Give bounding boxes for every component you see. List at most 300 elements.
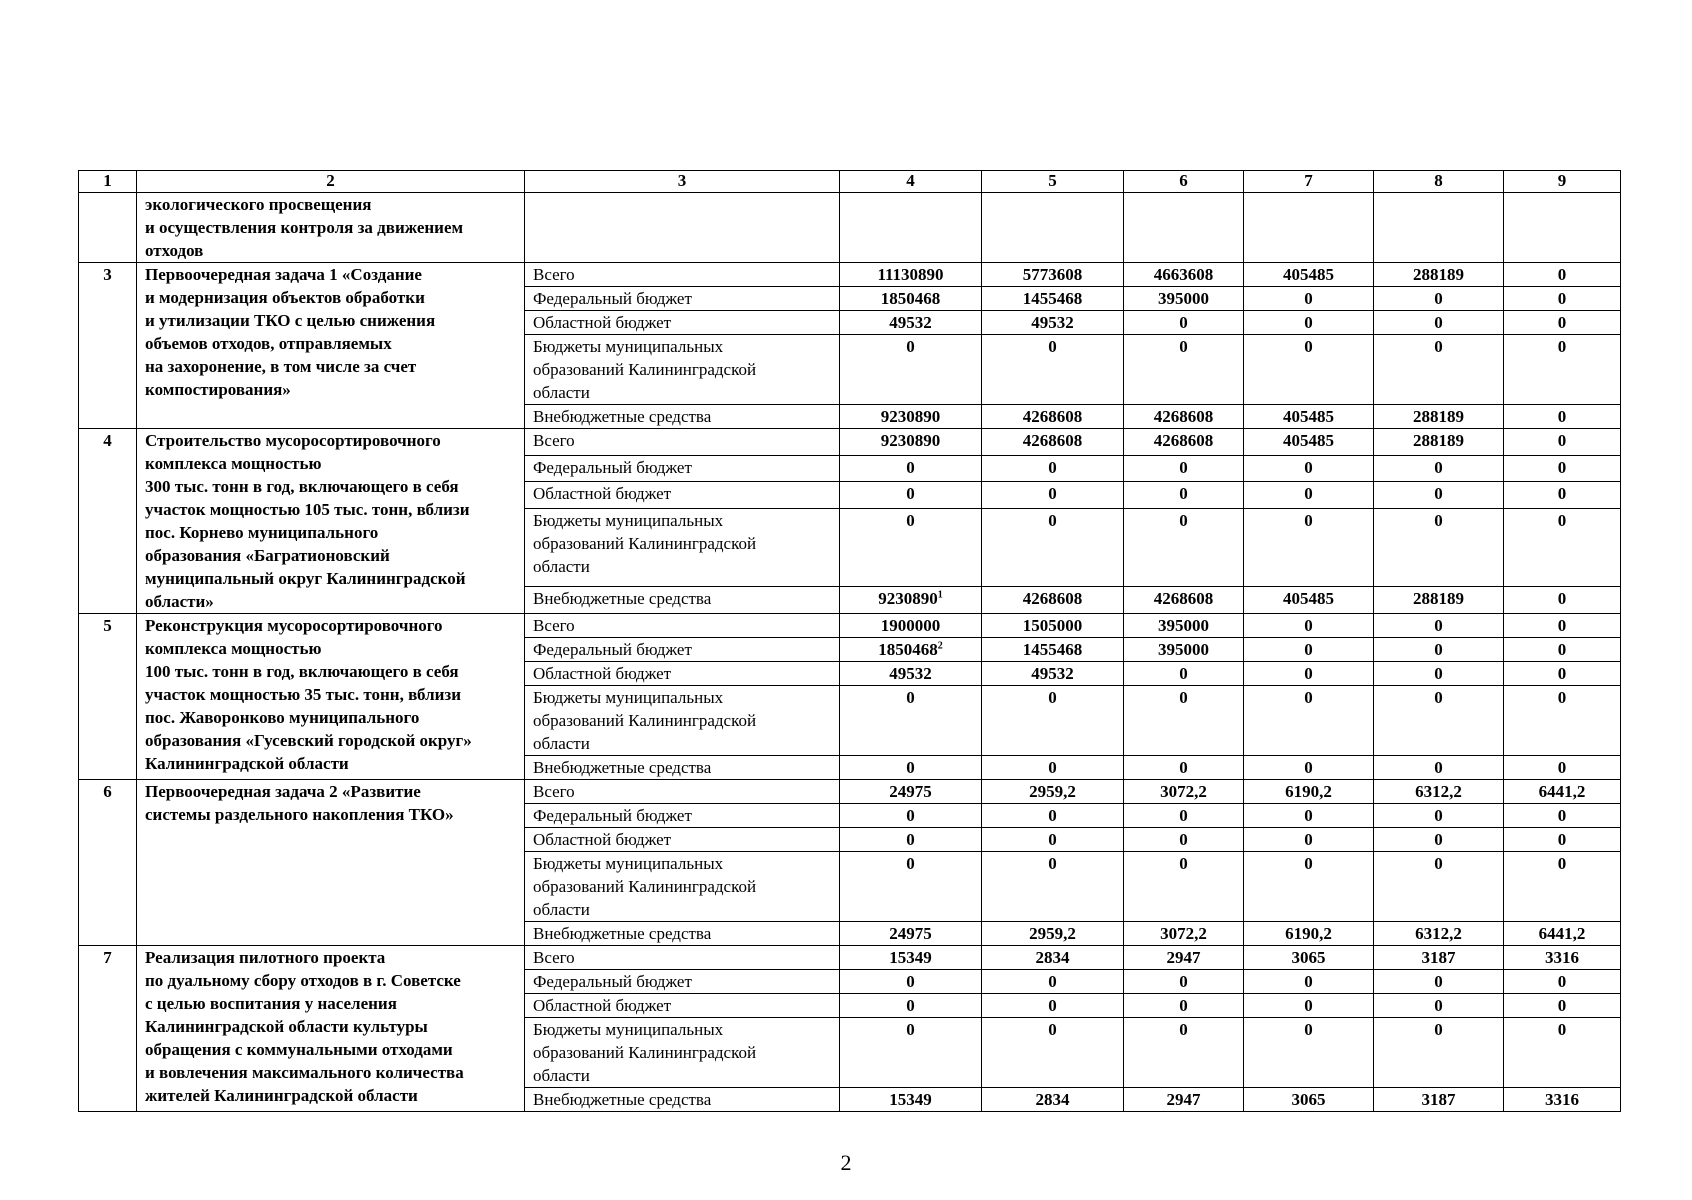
- header-row: [79, 171, 1621, 193]
- funding-source: [525, 756, 840, 780]
- amount-cell: [1124, 994, 1244, 1018]
- funding-source: [525, 509, 840, 587]
- funding-source-text: Федеральный бюджет: [533, 972, 692, 991]
- amount-value: 2947: [1166, 948, 1201, 967]
- row-number: 6: [79, 780, 137, 946]
- amount-cell: [982, 287, 1124, 311]
- amount-value: 395000: [1158, 616, 1209, 635]
- amount-value: 0: [1304, 830, 1313, 849]
- amount-value: 0: [1434, 972, 1443, 991]
- funding-source: [525, 994, 840, 1018]
- amount-value: 0: [1434, 640, 1443, 659]
- amount-cell: [840, 614, 982, 638]
- funding-source: [525, 455, 840, 482]
- amount-cell: [1244, 1018, 1374, 1088]
- funding-source: [525, 852, 840, 922]
- amount-value: 0: [1557, 484, 1567, 504]
- amount-cell: [1504, 587, 1621, 614]
- amount-value: 0: [906, 337, 915, 356]
- amount-cell: [982, 614, 1124, 638]
- amount-cell: [840, 1088, 982, 1112]
- amount-cell: [982, 804, 1124, 828]
- amount-value: 288189: [1413, 265, 1464, 284]
- funding-row: [79, 946, 1621, 970]
- amount-value: 0: [1304, 664, 1313, 683]
- row-number: 5: [79, 614, 137, 780]
- amount-cell: [1124, 1088, 1244, 1112]
- amount-cell: [1374, 587, 1504, 614]
- amount-value: 395000: [1158, 289, 1209, 308]
- amount-value: 49532: [889, 313, 932, 332]
- funding-source-text: Федеральный бюджет: [533, 806, 692, 825]
- amount-cell: [840, 638, 982, 662]
- amount-cell: [1504, 455, 1621, 482]
- amount-cell: [982, 482, 1124, 509]
- row-number: 4: [79, 429, 137, 614]
- amount-value: 0: [1179, 758, 1188, 777]
- amount-value: 0: [1557, 337, 1567, 356]
- amount-value: 3072,2: [1160, 782, 1207, 801]
- amount-value: 9230890: [880, 407, 941, 426]
- amount-cell: [840, 311, 982, 335]
- description-text: Реализация пилотного проекта по дуальному сбору отходов в г. Советске с целью воспитания у населения Калининградской области культуры обращения с коммунальными отходами и вовлечения максимального количества жителей Калининградской области: [145, 948, 464, 1105]
- funding-source-text: Бюджеты муниципальных образований Калининградской области: [533, 337, 757, 402]
- amount-value: 0: [1179, 806, 1188, 825]
- funding-source: [525, 970, 840, 994]
- funding-source-text: Внебюджетные средства: [533, 1090, 712, 1109]
- amount-value: 0: [1557, 640, 1567, 659]
- amount-cell: [1244, 922, 1374, 946]
- funding-source: [525, 804, 840, 828]
- funding-source: [525, 263, 840, 287]
- amount-value: 4268608: [1022, 407, 1083, 426]
- amount-value: 0: [1304, 640, 1313, 659]
- amount-value: 11130890: [877, 265, 944, 284]
- funding-source: [525, 482, 840, 509]
- amount-value: 0: [1179, 511, 1188, 531]
- amount-cell: [1504, 946, 1621, 970]
- amount-cell: [1504, 780, 1621, 804]
- amount-value: 2959,2: [1029, 924, 1076, 943]
- amount-value: 0: [1179, 664, 1188, 683]
- funding-source-text: Бюджеты муниципальных образований Калининградской области: [533, 1020, 757, 1085]
- amount-value: 0: [1304, 313, 1313, 332]
- amount-cell: [840, 946, 982, 970]
- amount-cell: [840, 405, 982, 429]
- description-text: Реконструкция мусоросортировочного комплекса мощностью 100 тыс. тонн в год, включающего в себя участок мощностью 35 тыс. тонн, вблизи пос. Жаворонково муниципального образования «Гусевский городской округ» Калининградской области: [145, 616, 472, 773]
- amount-cell: [1374, 662, 1504, 686]
- amount-value: 0: [1048, 830, 1057, 849]
- amount-cell: [1244, 263, 1374, 287]
- amount-value: 1505000: [1022, 616, 1083, 635]
- amount-cell: [1374, 804, 1504, 828]
- amount-cell: [1244, 311, 1374, 335]
- amount-value: 0: [1434, 854, 1443, 873]
- amount-cell: [1124, 482, 1244, 509]
- funding-source-text: Федеральный бюджет: [533, 457, 692, 477]
- amount-value: 15349: [889, 1090, 932, 1109]
- amount-cell: [1504, 482, 1621, 509]
- amount-value: 0: [1048, 806, 1057, 825]
- amount-cell: [840, 780, 982, 804]
- amount-cell: [1244, 455, 1374, 482]
- amount-value: 0: [1434, 830, 1443, 849]
- amount-cell: [840, 852, 982, 922]
- row-description: [137, 429, 525, 614]
- amount-value: 0: [1304, 806, 1313, 825]
- amount-cell: [1124, 263, 1244, 287]
- amount-cell: [982, 780, 1124, 804]
- amount-value: 0: [1434, 289, 1443, 308]
- amount-cell: [1244, 756, 1374, 780]
- amount-cell: [1504, 638, 1621, 662]
- amount-value: 0: [906, 996, 915, 1015]
- amount-value: 0: [1557, 289, 1567, 308]
- amount-cell: [1244, 780, 1374, 804]
- col-header: 7: [1244, 171, 1374, 193]
- amount-cell: [1504, 828, 1621, 852]
- amount-cell: [840, 804, 982, 828]
- amount-cell: [1124, 852, 1244, 922]
- row-description: [137, 946, 525, 1112]
- amount-value: 24975: [889, 782, 932, 801]
- amount-value: 0: [906, 854, 915, 873]
- amount-value: 0: [1179, 337, 1188, 356]
- amount-cell: [1504, 335, 1621, 405]
- amount-cell: [840, 263, 982, 287]
- amount-value: 1850468: [878, 640, 938, 659]
- amount-value: 288189: [1413, 407, 1464, 426]
- amount-cell: [982, 263, 1124, 287]
- amount-value: 0: [1434, 616, 1443, 635]
- amount-cell: [1374, 638, 1504, 662]
- funding-source-text: Областной бюджет: [533, 484, 672, 504]
- amount-value: 0: [1434, 996, 1443, 1015]
- amount-cell: [1244, 828, 1374, 852]
- funding-source-text: Внебюджетные средства: [533, 589, 712, 609]
- amount-value: 0: [1048, 972, 1057, 991]
- funding-source-text: Всего: [533, 265, 575, 284]
- amount-value: 0: [1048, 1020, 1057, 1039]
- amount-value: 3187: [1421, 1090, 1456, 1109]
- amount-value: 0: [1304, 511, 1313, 531]
- amount-value: 3065: [1291, 948, 1326, 967]
- amount-value: 0: [906, 806, 915, 825]
- amount-cell: [982, 970, 1124, 994]
- amount-value: 0: [1557, 407, 1567, 426]
- amount-value: 0: [1434, 664, 1443, 683]
- amount-cell: [982, 335, 1124, 405]
- amount-value: 0: [1557, 511, 1567, 531]
- amount-cell: [1374, 852, 1504, 922]
- amount-cell: [1504, 970, 1621, 994]
- amount-value: 0: [1304, 616, 1313, 635]
- row-number: 7: [79, 946, 137, 1112]
- amount-value: 0: [1179, 1020, 1188, 1039]
- amount-value: 0: [1557, 664, 1567, 683]
- amount-cell: [1124, 970, 1244, 994]
- col-header: 1: [79, 171, 137, 193]
- amount-cell: [1124, 946, 1244, 970]
- budget-table: [78, 170, 1621, 1112]
- amount-value: 0: [1048, 688, 1057, 707]
- amount-value: 0: [1557, 806, 1567, 825]
- amount-value: 3187: [1421, 948, 1456, 967]
- amount-cell: [1244, 335, 1374, 405]
- amount-value: 0: [906, 457, 915, 477]
- amount-value: 15349: [889, 948, 932, 967]
- amount-value: 9230890: [878, 589, 938, 609]
- amount-value: 2834: [1035, 948, 1070, 967]
- amount-value: 395000: [1158, 640, 1209, 659]
- amount-value: 0: [1304, 484, 1313, 504]
- funding-source: [525, 311, 840, 335]
- amount-cell: [982, 1018, 1124, 1088]
- amount-value: 0: [1557, 313, 1567, 332]
- amount-cell: [1244, 482, 1374, 509]
- amount-cell: [982, 405, 1124, 429]
- amount-cell: [840, 756, 982, 780]
- amount-cell: [1504, 662, 1621, 686]
- funding-source: [525, 1018, 840, 1088]
- amount-cell: [840, 509, 982, 587]
- amount-value: 4268608: [1022, 431, 1083, 450]
- amount-value: 405485: [1283, 265, 1334, 284]
- amount-cell: [840, 970, 982, 994]
- amount-value: 2947: [1166, 1090, 1201, 1109]
- amount-value: 0: [1179, 688, 1188, 707]
- amount-value: 5773608: [1022, 265, 1083, 284]
- amount-cell: [1374, 335, 1504, 405]
- amount-value: 1455468: [1022, 640, 1083, 659]
- amount-value: 0: [1557, 1020, 1567, 1039]
- amount-value: 0: [1179, 854, 1188, 873]
- amount-cell: [1504, 405, 1621, 429]
- amount-value: 6190,2: [1285, 924, 1332, 943]
- amount-value: 0: [1434, 688, 1443, 707]
- funding-source: [525, 405, 840, 429]
- funding-row: [79, 429, 1621, 456]
- amount-value: 3316: [1545, 1090, 1579, 1109]
- col-header: 3: [525, 171, 840, 193]
- amount-cell: [982, 662, 1124, 686]
- funding-source-text: Всего: [533, 782, 575, 801]
- amount-cell: [1504, 263, 1621, 287]
- amount-value: 0: [1048, 996, 1057, 1015]
- amount-cell: [840, 662, 982, 686]
- amount-cell: [982, 756, 1124, 780]
- funding-source: [525, 335, 840, 405]
- amount-cell: [1374, 405, 1504, 429]
- funding-source: [525, 946, 840, 970]
- amount-cell: [1374, 780, 1504, 804]
- funding-row: [79, 263, 1621, 287]
- amount-value: 0: [1179, 484, 1188, 504]
- amount-value: 0: [1557, 431, 1567, 450]
- amount-value: 1900000: [880, 616, 941, 635]
- amount-cell: [1374, 263, 1504, 287]
- amount-value: 0: [1434, 457, 1443, 477]
- amount-cell: [1124, 509, 1244, 587]
- amount-cell: [1504, 311, 1621, 335]
- amount-value: 0: [1557, 457, 1567, 477]
- amount-value: 0: [1557, 854, 1567, 873]
- amount-cell: [1244, 429, 1374, 456]
- amount-cell: [840, 482, 982, 509]
- funding-source-text: Внебюджетные средства: [533, 407, 712, 426]
- amount-value: 0: [1304, 854, 1313, 873]
- amount-cell: [1244, 994, 1374, 1018]
- amount-cell: [1244, 638, 1374, 662]
- amount-value: 0: [906, 1020, 915, 1039]
- amount-cell: [982, 922, 1124, 946]
- amount-cell: [1124, 804, 1244, 828]
- amount-value: 6312,2: [1415, 924, 1462, 943]
- amount-value: 1850468: [880, 289, 941, 308]
- amount-value: 4268608: [1022, 589, 1083, 609]
- amount-value: 405485: [1283, 589, 1334, 609]
- amount-value: 0: [906, 972, 915, 991]
- amount-cell: [1244, 970, 1374, 994]
- amount-value: 3316: [1545, 948, 1579, 967]
- amount-value: 0: [1434, 806, 1443, 825]
- amount-cell: [1504, 509, 1621, 587]
- page-number: 2: [840, 1150, 852, 1175]
- amount-cell: [1504, 287, 1621, 311]
- amount-cell: [1124, 455, 1244, 482]
- amount-value: 0: [1048, 758, 1057, 777]
- amount-cell: [1374, 828, 1504, 852]
- amount-cell: [982, 429, 1124, 456]
- amount-value: 288189: [1413, 431, 1464, 450]
- funding-source: [525, 828, 840, 852]
- amount-value: 0: [906, 758, 915, 777]
- amount-cell: [1504, 756, 1621, 780]
- amount-cell: [1374, 311, 1504, 335]
- amount-value: 0: [1434, 758, 1443, 777]
- amount-cell: [982, 587, 1124, 614]
- funding-source-text: Областной бюджет: [533, 996, 672, 1015]
- amount-cell: [840, 455, 982, 482]
- amount-value: 0: [1434, 313, 1443, 332]
- amount-cell: [840, 429, 982, 456]
- amount-cell: [1124, 335, 1244, 405]
- col-header: 6: [1124, 171, 1244, 193]
- amount-value: 4268608: [1153, 431, 1214, 450]
- amount-cell: [1124, 587, 1244, 614]
- amount-cell: [1374, 287, 1504, 311]
- funding-source: [525, 922, 840, 946]
- amount-cell: [840, 335, 982, 405]
- amount-cell: [1504, 852, 1621, 922]
- amount-cell: [1504, 922, 1621, 946]
- amount-cell: [1374, 994, 1504, 1018]
- amount-value: 0: [1179, 313, 1188, 332]
- amount-value: 0: [1434, 337, 1443, 356]
- amount-cell: [840, 994, 982, 1018]
- description-text: Первоочередная задача 2 «Развитие системы раздельного накопления ТКО»: [145, 782, 454, 824]
- continuation-description: экологического просвещения и осуществления контроля за движением отходов: [137, 193, 525, 263]
- amount-value: 0: [1179, 457, 1188, 477]
- amount-cell: [1244, 405, 1374, 429]
- amount-cell: [1504, 614, 1621, 638]
- amount-cell: [1124, 405, 1244, 429]
- amount-cell: [982, 1088, 1124, 1112]
- amount-value: 24975: [889, 924, 932, 943]
- amount-value: 0: [906, 688, 915, 707]
- amount-value: 0: [1304, 758, 1313, 777]
- funding-source-text: Бюджеты муниципальных образований Калининградской области: [533, 511, 757, 577]
- amount-value: 0: [1557, 688, 1567, 707]
- amount-cell: [1244, 287, 1374, 311]
- funding-source: [525, 587, 840, 614]
- amount-value: 288189: [1413, 589, 1464, 609]
- amount-cell: [1244, 804, 1374, 828]
- amount-value: 0: [906, 830, 915, 849]
- funding-source-text: Областной бюджет: [533, 664, 672, 683]
- amount-cell: [1124, 287, 1244, 311]
- amount-cell: [1124, 756, 1244, 780]
- col-header: 8: [1374, 171, 1504, 193]
- amount-value: 405485: [1283, 431, 1334, 450]
- amount-value: 4663608: [1153, 265, 1214, 284]
- amount-value: 0: [1557, 616, 1567, 635]
- col-header: 9: [1504, 171, 1621, 193]
- amount-value: 0: [1048, 337, 1057, 356]
- amount-value: 0: [1048, 484, 1057, 504]
- amount-cell: [1374, 455, 1504, 482]
- amount-cell: [840, 686, 982, 756]
- amount-value: 0: [1557, 996, 1567, 1015]
- amount-cell: [840, 922, 982, 946]
- amount-cell: [840, 828, 982, 852]
- funding-source-text: Бюджеты муниципальных образований Калининградской области: [533, 854, 757, 919]
- amount-cell: [1374, 614, 1504, 638]
- amount-cell: [1124, 922, 1244, 946]
- amount-cell: [982, 994, 1124, 1018]
- amount-value: 0: [1557, 758, 1567, 777]
- amount-cell: [1374, 482, 1504, 509]
- description-text: Первоочередная задача 1 «Создание и модернизация объектов обработки и утилизации ТКО с целью снижения объемов отходов, отправляемых на захоронение, в том числе за счет компостирования»: [145, 265, 436, 399]
- amount-cell: [1244, 587, 1374, 614]
- amount-value: 49532: [1031, 313, 1074, 332]
- amount-value: 0: [1304, 688, 1313, 707]
- funding-source: [525, 662, 840, 686]
- amount-cell: [1124, 638, 1244, 662]
- amount-cell: [1374, 1018, 1504, 1088]
- amount-value: 0: [1304, 457, 1313, 477]
- amount-cell: [982, 311, 1124, 335]
- amount-cell: [840, 287, 982, 311]
- footnote-marker: 1: [937, 589, 943, 601]
- amount-cell: [1504, 1088, 1621, 1112]
- amount-value: 0: [1434, 484, 1443, 504]
- amount-cell: [1504, 429, 1621, 456]
- amount-value: 6190,2: [1285, 782, 1332, 801]
- row-number-cell: [79, 193, 137, 263]
- funding-source-text: Федеральный бюджет: [533, 640, 692, 659]
- amount-cell: [1244, 946, 1374, 970]
- amount-cell: [1244, 686, 1374, 756]
- amount-value: 0: [1304, 972, 1313, 991]
- amount-value: 2959,2: [1029, 782, 1076, 801]
- funding-source: [525, 429, 840, 456]
- amount-cell: [1504, 1018, 1621, 1088]
- row-description: [137, 780, 525, 946]
- amount-cell: [840, 587, 982, 614]
- amount-cell: [1124, 828, 1244, 852]
- amount-cell: [840, 1018, 982, 1088]
